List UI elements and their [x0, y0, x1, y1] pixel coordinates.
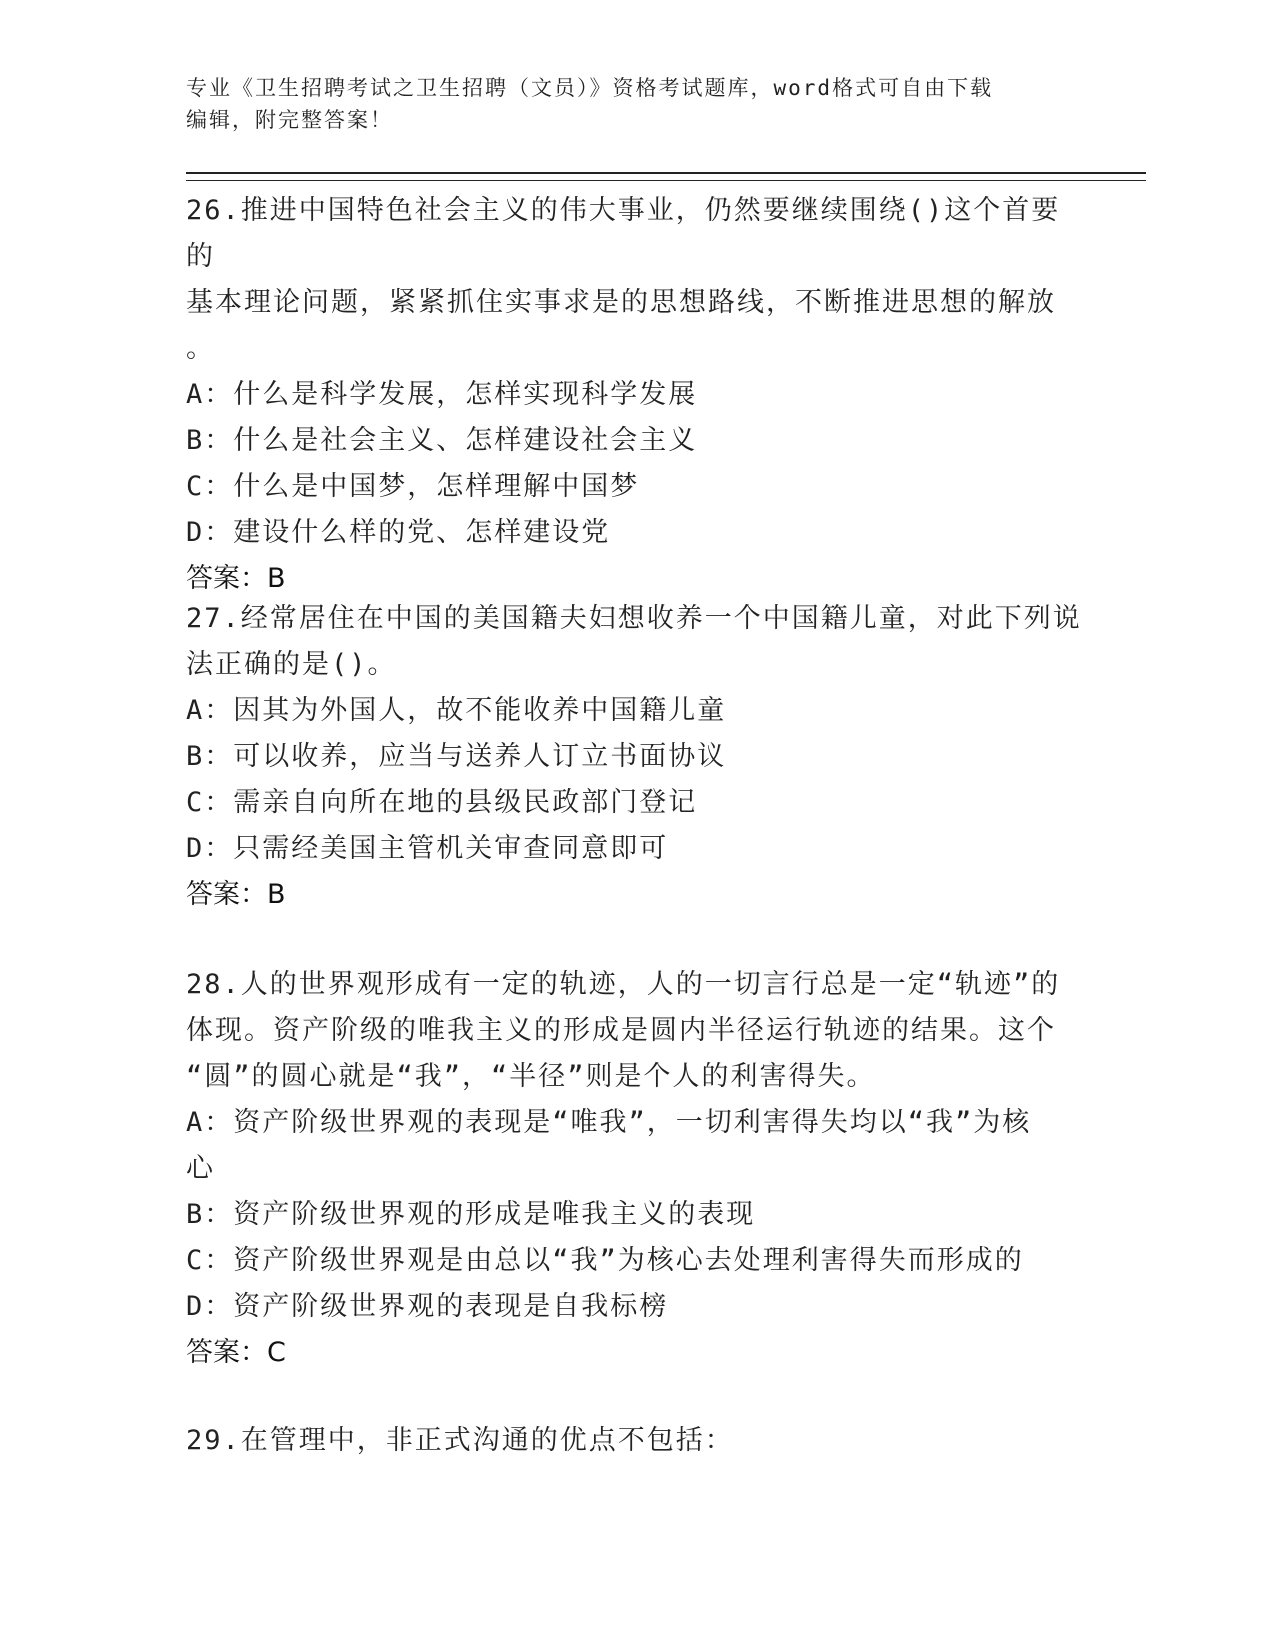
question-stem-line: 27.经常居住在中国的美国籍夫妇想收养一个中国籍儿童，对此下列说 [186, 603, 1082, 634]
answer: 答案：B [186, 563, 286, 594]
document-header [186, 72, 1066, 136]
option-a: A：什么是科学发展，怎样实现科学发展 [186, 379, 698, 410]
option-d: D：资产阶级世界观的表现是自我标榜 [186, 1291, 669, 1322]
option-c: C：需亲自向所在地的县级民政部门登记 [186, 787, 698, 818]
option-c: C：什么是中国梦，怎样理解中国梦 [186, 471, 640, 502]
header-rule-thin [186, 180, 1146, 181]
option-a: A：资产阶级世界观的表现是“唯我”，一切利害得失均以“我”为核 [186, 1107, 1032, 1138]
question-stem-line: “圆”的圆心就是“我”，“半径”则是个人的利害得失。 [186, 1061, 876, 1092]
option-b: B：可以收养，应当与送养人订立书面协议 [186, 741, 727, 772]
question-29 [186, 1418, 1086, 1464]
answer: 答案：B [186, 879, 286, 910]
question-28 [186, 962, 1086, 1376]
header-line-1: 专业《卫生招聘考试之卫生招聘（文员）》资格考试题库，word格式可自由下载 [186, 76, 994, 100]
option-b: B：资产阶级世界观的形成是唯我主义的表现 [186, 1199, 756, 1230]
question-stem-line: 26.推进中国特色社会主义的伟大事业，仍然要继续围绕()这个首要的 [186, 195, 1061, 272]
question-26 [186, 188, 1086, 602]
question-27 [186, 596, 1086, 918]
option-a: A：因其为外国人，故不能收养中国籍儿童 [186, 695, 727, 726]
header-rule-thick [186, 172, 1146, 174]
option-b: B：什么是社会主义、怎样建设社会主义 [186, 425, 698, 456]
question-stem-line: 基本理论问题，紧紧抓住实事求是的思想路线，不断推进思想的解放 [186, 287, 1056, 318]
question-stem-line: 。 [186, 333, 215, 364]
question-stem-line: 28.人的世界观形成有一定的轨迹，人的一切言行总是一定“轨迹”的 [186, 969, 1061, 1000]
option-d: D：只需经美国主管机关审查同意即可 [186, 833, 669, 864]
question-stem-line: 29.在管理中，非正式沟通的优点不包括： [186, 1425, 734, 1456]
header-line-2: 编辑，附完整答案！ [186, 108, 393, 132]
answer: 答案：C [186, 1337, 286, 1368]
option-c: C：资产阶级世界观是由总以“我”为核心去处理利害得失而形成的 [186, 1245, 1024, 1276]
option-a-continued: 心 [186, 1153, 215, 1184]
question-stem-line: 法正确的是()。 [186, 649, 397, 680]
question-stem-line: 体现。资产阶级的唯我主义的形成是圆内半径运行轨迹的结果。这个 [186, 1015, 1056, 1046]
option-d: D：建设什么样的党、怎样建设党 [186, 517, 611, 548]
